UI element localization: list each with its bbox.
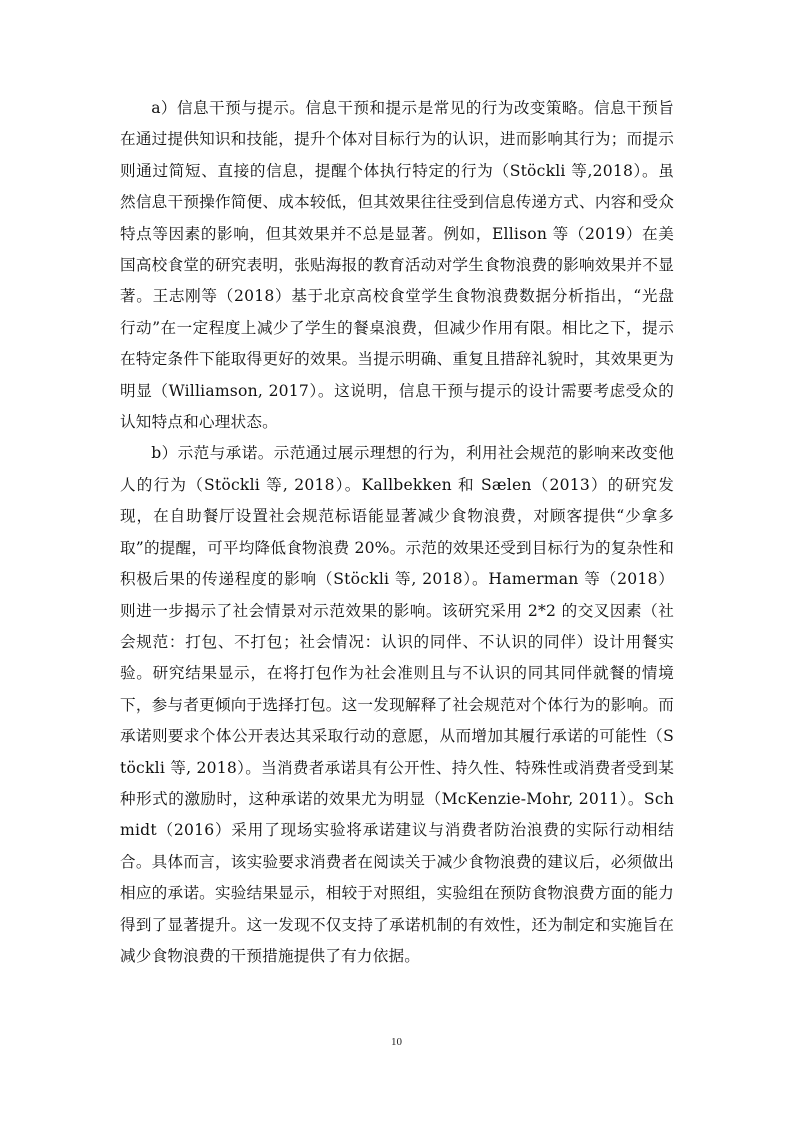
paragraph-demonstration-commitment: b）示范与承诺。示范通过展示理想的行为，利用社会规范的影响来改变他人的行为（Stöckli 等, 2018）。Kallbekken 和 Sælen（2013）的研究发现，在自助餐厅设置社会规范标语能显著减少食物浪费，对顾客提供“少拿多取”的提醒，可平均降低食物浪费 20%。示范的效果还受到目标行为的复杂性和积极后果的传递程度的影响（Stöckli 等, 2018）。Hamerman 等（2018）则进一步揭示了社会情景对示范效果的影响。该研究采用 2*2 的交叉因素（社会规范：打包、不打包；社会情况：认识的同伴、不认识的同伴）设计用餐实验。研究结果显示，在将打包作为社会准则且与不认识的同其同伴就餐的情境下，参与者更倾向于选择打包。这一发现解释了社会规范对个体行为的影响。而承诺则要求个体公开表达其采取行动的意愿，从而增加其履行承诺的可能性（Stöckli 等, 2018）。当消费者承诺具有公开性、持久性、特殊性或消费者受到某种形式的激励时，这种承诺的效果尤为明显（McKenzie-Mohr, 2011）。Schmidt（2016）采用了现场实验将承诺建议与消费者防治浪费的实际行动相结合。具体而言，该实验要求消费者在阅读关于减少食物浪费的建议后，必须做出相应的承诺。实验结果显示，相较于对照组，实验组在预防食物浪费方面的能力得到了显著提升。这一发现不仅支持了承诺机制的有效性，还为制定和实施旨在减少食物浪费的干预措施提供了有力依据。 bbox=[120, 444, 674, 965]
paragraph-information-intervention: a）信息干预与提示。信息干预和提示是常见的行为改变策略。信息干预旨在通过提供知识和技能，提升个体对目标行为的认识，进而影响其行为；而提示则通过简短、直接的信息，提醒个体执行特定的行为（Stöckli 等,2018）。虽然信息干预操作简便、成本较低，但其效果往往受到信息传递方式、内容和受众特点等因素的影响，但其效果并不总是显著。例如，Ellison 等（2019）在美国高校食堂的研究表明，张贴海报的教育活动对学生食物浪费的影响效果并不显著。王志刚等（2018）基于北京高校食堂学生食物浪费数据分析指出，“光盘行动”在一定程度上减少了学生的餐桌浪费，但减少作用有限。相比之下，提示在特定条件下能取得更好的效果。当提示明确、重复且措辞礼貌时，其效果更为明显（Williamson, 2017）。这说明，信息干预与提示的设计需要考虑受众的认知特点和心理状态。 bbox=[120, 99, 674, 432]
page-number: 10 bbox=[391, 1036, 402, 1048]
document-body bbox=[120, 93, 674, 972]
